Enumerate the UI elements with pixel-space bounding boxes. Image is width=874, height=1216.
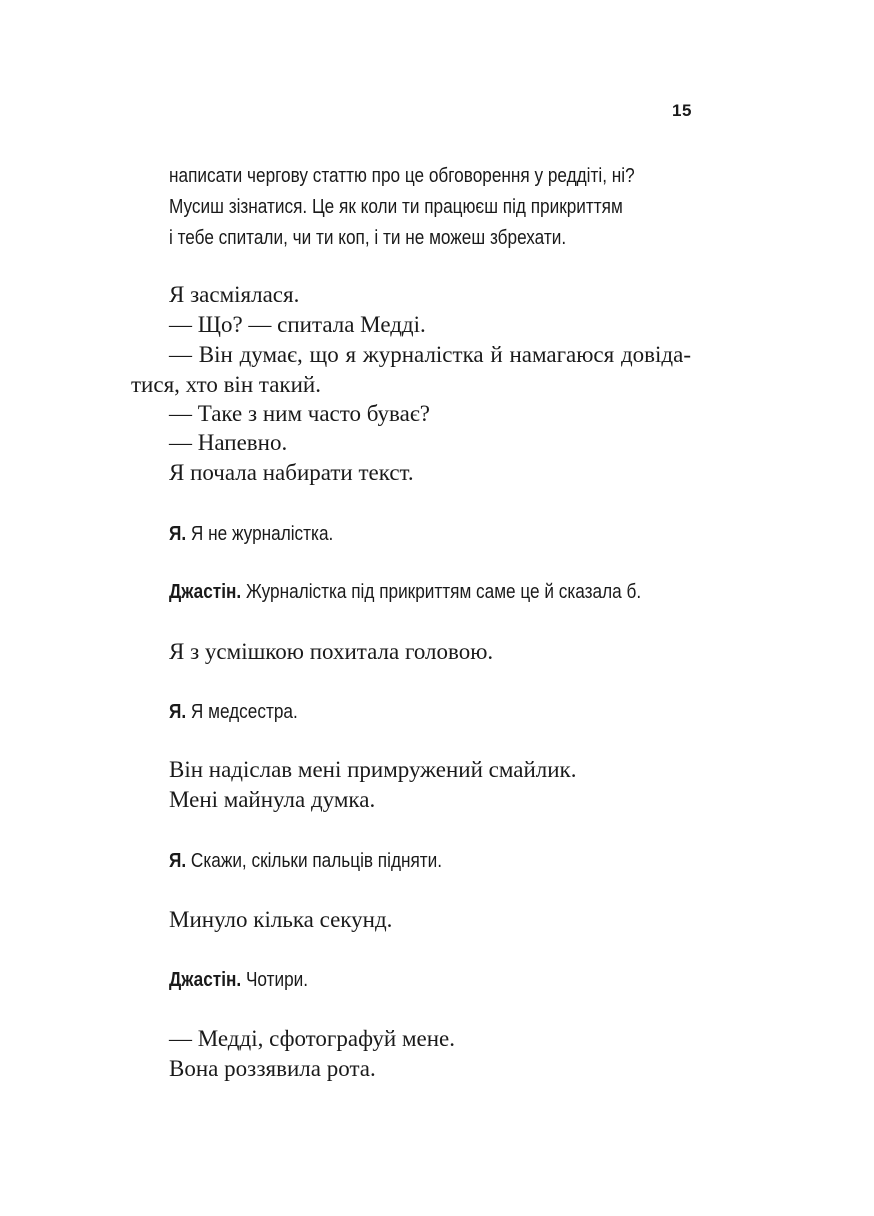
narrative-line: Мені майнула думка.: [169, 787, 376, 812]
chat-message: [169, 964, 308, 997]
chat-speaker: Джастін.: [169, 969, 242, 991]
dialogue-line: — Що? — спитала Медді.: [169, 312, 426, 337]
chat-message: [169, 576, 641, 609]
narrative-line: Я з усмішкою похитала головою.: [169, 639, 494, 664]
narrative-line: Вона роззявила рота.: [169, 1056, 376, 1081]
intro-line-3: і тебе спитали, чи ти коп, і ти не можеш збрехати.: [169, 227, 567, 249]
intro-line-1: написати чергову статтю про це обговорення у реддіті, ні?: [169, 165, 635, 187]
chat-speaker: Я.: [169, 701, 187, 723]
dialogue-line: — Напевно.: [169, 430, 288, 455]
narrative-line: Він надіслав мені примружений смайлик.: [169, 757, 577, 782]
narrative-line: Я засміялася.: [169, 282, 300, 307]
chat-speaker: Я.: [169, 523, 187, 545]
chat-speaker: Я.: [169, 850, 187, 872]
chat-message: [169, 518, 333, 551]
narrative-line: Минуло кілька секунд.: [169, 907, 393, 932]
chat-message: [169, 845, 442, 878]
chat-text: Я не журналістка.: [186, 523, 334, 545]
chat-text: Я медсестра.: [186, 701, 298, 723]
dialogue-line: — Таке з ним часто буває?: [169, 401, 430, 426]
chat-message: [169, 696, 298, 729]
page-number: 15: [672, 101, 692, 120]
dialogue-line: — Медді, сфотографуй мене.: [169, 1026, 455, 1051]
chat-text: Скажи, скільки пальців підняти.: [186, 850, 443, 872]
dialogue-line-continued: тися, хто він такий.: [131, 372, 321, 397]
chat-speaker: Джастін.: [169, 581, 242, 603]
dialogue-line: — Він думає, що я журналістка й намагаюся довіда-: [169, 342, 691, 367]
chat-text: Чотири.: [241, 969, 309, 991]
chat-text: Журналістка під прикриттям саме це й сказала б.: [241, 581, 642, 603]
intro-line-2: Мусиш зізнатися. Це як коли ти працюєш під прикриттям: [169, 196, 623, 218]
narrative-line: Я почала набирати текст.: [169, 460, 414, 485]
